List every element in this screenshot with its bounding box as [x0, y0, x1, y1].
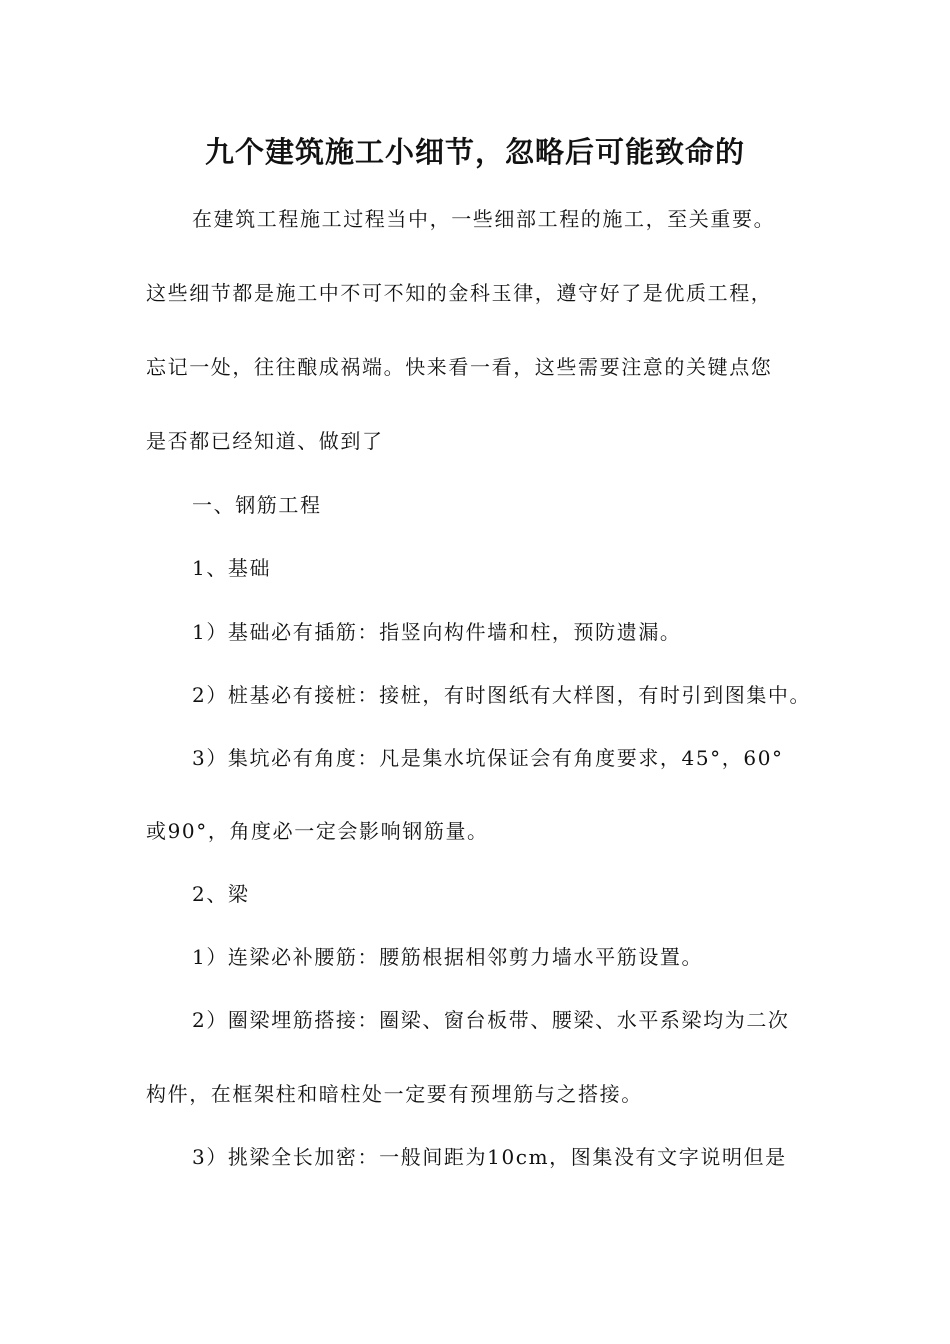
intro-line-4: 是否都已经知道、做到了: [146, 429, 384, 453]
document-title: 九个建筑施工小细节，忽略后可能致命的: [204, 135, 745, 169]
section-heading-rebar: 一、钢筋工程: [192, 493, 322, 517]
beam-item-2-line-1: 2）圈梁埋筋搭接：圈梁、窗台板带、腰梁、水平系梁均为二次: [192, 1008, 790, 1032]
foundation-item-1: 1）基础必有插筋：指竖向构件墙和柱，预防遗漏。: [192, 620, 682, 644]
beam-item-1: 1）连梁必补腰筋：腰筋根据相邻剪力墙水平筋设置。: [192, 945, 704, 969]
intro-line-3: 忘记一处，往往酿成祸端。快来看一看，这些需要注意的关键点您: [146, 355, 773, 379]
foundation-item-2: 2）桩基必有接桩：接桩，有时图纸有大样图，有时引到图集中。: [192, 683, 812, 707]
subsection-heading-beam: 2、梁: [192, 882, 250, 906]
beam-item-2-line-2: 构件，在框架柱和暗柱处一定要有预埋筋与之搭接。: [146, 1082, 643, 1106]
foundation-item-3-line-1: 3）集坑必有角度：凡是集水坑保证会有角度要求，45°，60°: [192, 746, 784, 770]
intro-line-1: 在建筑工程施工过程当中，一些细部工程的施工，至关重要。: [192, 207, 776, 231]
intro-line-2: 这些细节都是施工中不可不知的金科玉律，遵守好了是优质工程，: [146, 281, 773, 305]
foundation-item-3-line-2: 或90°，角度必一定会影响钢筋量。: [146, 819, 489, 843]
beam-item-3-line-1: 3）挑梁全长加密：一般间距为10cm，图集没有文字说明但是: [192, 1145, 787, 1169]
subsection-heading-foundation: 1、基础: [192, 556, 272, 580]
